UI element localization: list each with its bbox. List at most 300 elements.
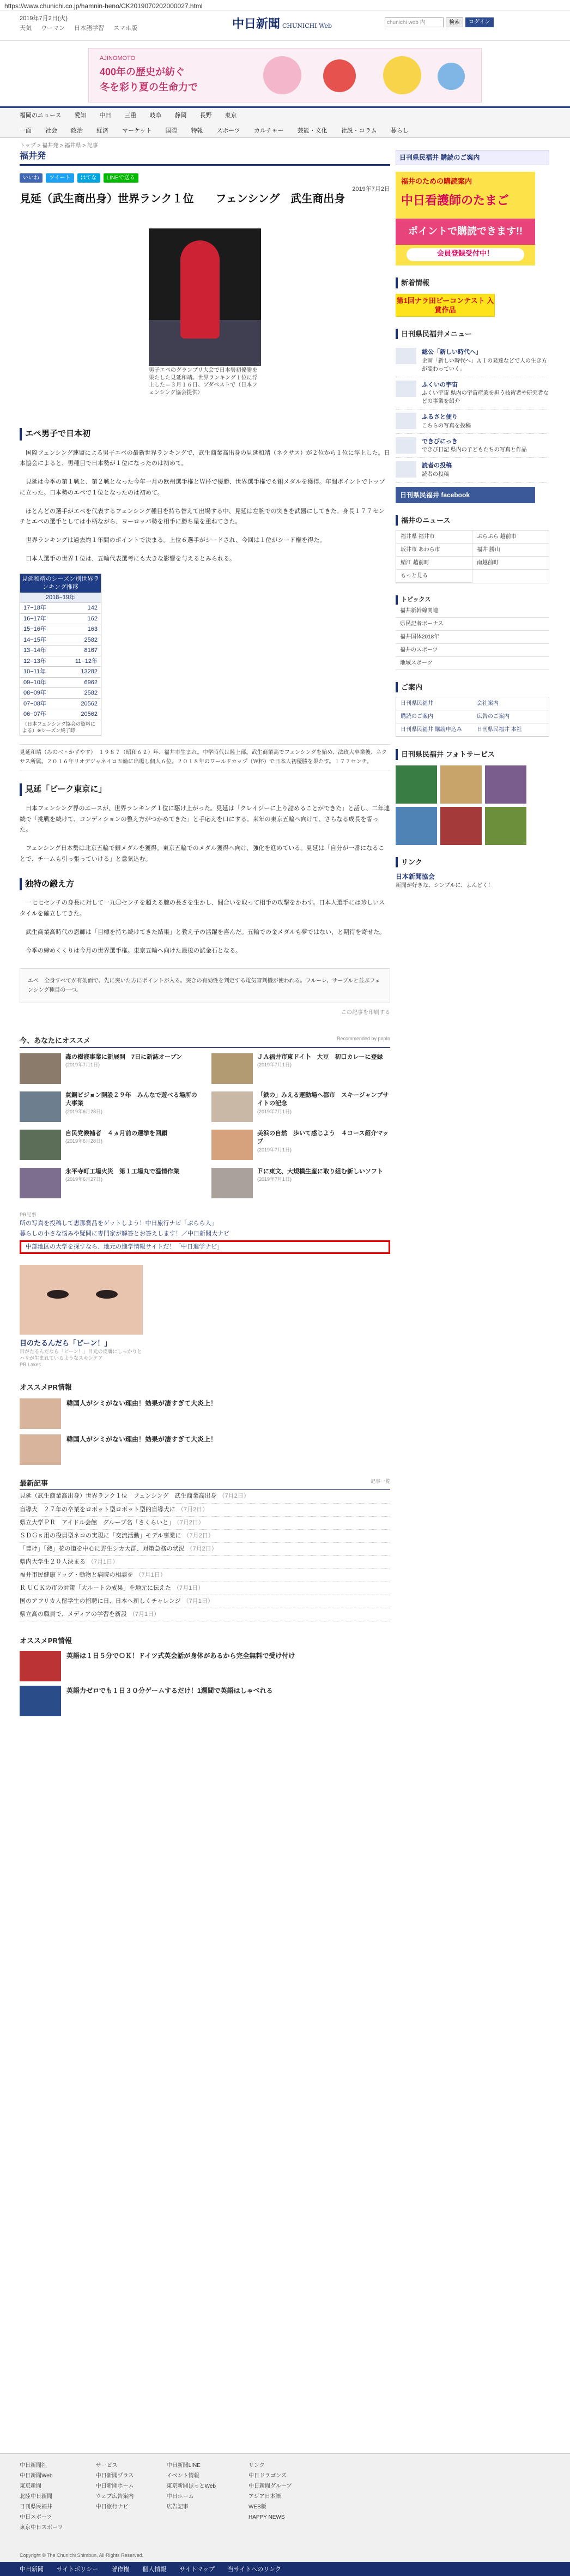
sidebar-menu-item[interactable]: [396, 409, 549, 434]
footer-link[interactable]: 東京新聞ほっとWeb: [166, 2483, 216, 2489]
recommend-date: (2019年7月1日): [257, 1108, 292, 1114]
latest-date: （7月1日）: [129, 1611, 160, 1618]
latest-title: 県内大学生２０人決まる: [20, 1558, 86, 1565]
table-season: 08−09年: [23, 690, 46, 697]
nav-item[interactable]: 国際: [165, 127, 178, 134]
recommend-text: [65, 1168, 179, 1200]
table-rank: 13282: [81, 668, 98, 675]
latest-item[interactable]: [20, 1556, 390, 1569]
header-date: 2019年7月2日(火): [20, 15, 68, 22]
recommend-grid: [20, 1053, 390, 1200]
table-rank: 11−12年: [75, 657, 98, 665]
table-season: 12−13年: [23, 657, 46, 665]
nav-item[interactable]: スポーツ: [216, 127, 241, 134]
footer-link[interactable]: 中日新聞ホーム: [95, 2483, 134, 2489]
footer-link[interactable]: 中日新聞社: [20, 2463, 47, 2469]
pr-item-title: 韓国人がシミがない理由！効果が凄すぎて大炎上！: [66, 1435, 217, 1443]
table-row: [20, 709, 101, 720]
latest-item[interactable]: [20, 1595, 390, 1608]
latest-date: （7月1日）: [183, 1598, 214, 1605]
article-photo[interactable]: [149, 228, 261, 366]
nav-item[interactable]: 経済: [96, 127, 108, 134]
photo-thumb[interactable]: [396, 765, 437, 804]
latest-date: （7月2日）: [178, 1506, 209, 1513]
latest-date: （7月1日）: [135, 1572, 166, 1578]
pr-thumb: [20, 1398, 61, 1429]
footer-link[interactable]: 中日新聞Web: [20, 2473, 53, 2479]
photo-thumb[interactable]: [485, 807, 526, 845]
nav-item[interactable]: 政治: [71, 127, 83, 134]
topic-link[interactable]: 福井新幹線関連: [396, 605, 549, 618]
latest-title: ＳＤＧｓ用の役員型ネコの実現に「交流活動」モデル事業に: [20, 1532, 181, 1539]
pr-item-title: 韓国人がシミがない理由！効果が凄すぎて大炎上！: [66, 1399, 217, 1407]
menu-desc: こちらの写真を投稿: [422, 423, 471, 429]
nav-item[interactable]: 社説・コラム: [341, 127, 377, 134]
latest-item[interactable]: [20, 1608, 390, 1621]
pr-item[interactable]: [20, 1651, 390, 1681]
paragraph: フェンシング日本勢は北京五輪で銀メダルを獲得。東京五輪でのメダル獲得へ向け、強化を進めている。見延は「自分が一番になることで、チームも引っ張っていける」と意気込む。: [20, 845, 385, 862]
recommend-title: 今、あなたにオススメ: [20, 1036, 90, 1045]
info-box: エペ 全身すべてが有効面で、先に突いた方にポイントが入る。突きの有効性を判定する電気審判機が使われる。フルーレ、サーブルと並ぶフェンシング種目の一つ。: [20, 968, 390, 1003]
login-button[interactable]: ログイン: [465, 17, 494, 27]
share-buttons: [20, 173, 390, 183]
footer-bar-link[interactable]: 中日新聞: [20, 2566, 44, 2573]
footer-link[interactable]: 東京新聞: [20, 2483, 41, 2489]
footer-link[interactable]: 北陸中日新聞: [20, 2494, 52, 2500]
latest-more-link[interactable]: 記事一覧: [370, 1478, 390, 1484]
paragraph: 今季の締めくくりは今月の世界選手権。東京五輪へ向けた最後の試金石となる。: [26, 947, 241, 954]
menu-desc: 企画「新しい時代へ」ＡＩの発達などで人の生き方が変わっていく。: [422, 358, 547, 372]
pr-header-2: オススメPR情報: [20, 1637, 72, 1645]
photo-caption: 男子エペのグランプリ大会で日本勢初優勝を果たした見延和靖。世界ランキング１位に浮上した＝３月１６日、ブダペストで（日本フェンシング協会提供）: [149, 367, 258, 396]
site: [0, 11, 570, 1694]
subheading-3: 独特の鍛え方: [20, 878, 390, 891]
table-season: 15−16年: [23, 626, 46, 633]
popin-credit[interactable]: Recommended by popIn: [336, 1036, 390, 1042]
footer-link[interactable]: 中日ホーム: [166, 2494, 194, 2500]
table-rank: 8167: [84, 647, 98, 654]
menu-icon: [396, 381, 416, 397]
recommend-item[interactable]: [211, 1053, 390, 1086]
table-rank: 162: [87, 615, 98, 622]
paragraph: 世界ランキングは過去約１年間のポイントで決まる。上位６選手がシードされ、今回は１位がシード権を得た。: [26, 537, 326, 544]
topic-link[interactable]: 県民記者ボーナス: [396, 618, 549, 631]
photo-thumb[interactable]: [485, 765, 526, 804]
recommend-thumb: [211, 1168, 253, 1198]
ranking-table: [20, 574, 101, 735]
guide-link[interactable]: 日刊県民福井 購読申込み: [396, 723, 472, 737]
news-link[interactable]: 福井 勝山: [472, 544, 549, 557]
footer-link[interactable]: 日刊県民福井: [20, 2504, 52, 2510]
menu-title: ふくいの宇宙: [422, 381, 458, 388]
pr-link[interactable]: 暮らしの小さな悩みや疑問に専門家が解答とお答えします！／中日新聞大ナビ: [20, 1230, 229, 1238]
copyright: Copyright © The Chunichi Shimbun, All Rights Reserved.: [20, 2553, 144, 2558]
guide-link[interactable]: 日刊県民福井: [396, 697, 472, 710]
table-rank: 20562: [81, 700, 98, 707]
table-season: 14−15年: [23, 636, 46, 643]
footer-column: [96, 2460, 134, 2533]
recommend-thumb: [211, 1130, 253, 1160]
banner-brand: AJINOMOTO: [100, 55, 136, 62]
table-rank: 20562: [81, 711, 98, 718]
photo-thumb[interactable]: [396, 807, 437, 845]
link-title: 日本新聞協会: [396, 873, 435, 880]
header: [0, 11, 570, 41]
table-row: [20, 624, 101, 635]
pr-link-highlighted[interactable]: 中部地区の大学を探すなら、地元の進学情報サイトだ！「中日進学ナビ」: [20, 1240, 390, 1254]
pr-thumb: [20, 1651, 61, 1681]
table-season: 13−14年: [23, 647, 46, 654]
recommend-title: 氣鋼ビジョン開設２９年 みんなで遊べる場所の大事業: [65, 1091, 197, 1107]
ad-eye: [96, 1290, 118, 1299]
footer-bar: [0, 2562, 570, 2576]
nav-item[interactable]: 一面: [20, 127, 32, 134]
recommend-title: ＪＡ福井市東ドイ卜 大豆 初口カレーに登録: [257, 1053, 383, 1060]
nav-item[interactable]: マーケット: [122, 127, 152, 134]
footer-link[interactable]: ウェブ広告案内: [95, 2494, 134, 2500]
recommend-date: (2019年6月28日): [65, 1138, 103, 1144]
recommend-item[interactable]: [20, 1130, 198, 1162]
paragraph: 一七七センチの身長に対して一九〇センチを超える腕の長さを生かし、間合いを取って相手の攻撃をかわす。日本人選手には珍しいスタイルを確立してきた。: [20, 900, 385, 918]
pr-thumb: [20, 1434, 61, 1465]
footer-link[interactable]: リンク: [248, 2463, 265, 2469]
sidebar-heading: 新着情報: [396, 277, 549, 288]
menu-text: [422, 437, 527, 455]
sidebar-ad[interactable]: [396, 172, 535, 266]
latest-header: [20, 1478, 390, 1491]
nav-item[interactable]: 芸能・文化: [297, 127, 328, 134]
nav-row-1: [0, 108, 570, 123]
footer-link[interactable]: 中日スポーツ: [20, 2514, 52, 2520]
nav-item[interactable]: カルチャー: [254, 127, 284, 134]
footer-bar-link[interactable]: 著作権: [111, 2566, 130, 2573]
nav-item[interactable]: 愛知: [74, 112, 87, 119]
sidebar-ad-big: 中日看護師のたまご: [401, 194, 510, 207]
nav-item[interactable]: 中日: [99, 112, 112, 119]
nav-item[interactable]: 特報: [191, 127, 203, 134]
sidebar-guide: [396, 697, 549, 737]
latest-item[interactable]: [20, 1490, 390, 1503]
footer-column: [167, 2460, 216, 2533]
footer-column: [248, 2460, 292, 2533]
news-link[interactable]: ぶらぶら 越前市: [472, 530, 549, 544]
pr-item[interactable]: [20, 1434, 390, 1465]
recommend-text: [257, 1168, 383, 1200]
photo-athlete: [180, 240, 220, 339]
sidebar-ad-pink: ポイントで購読できます!!: [396, 219, 535, 245]
footer-link[interactable]: 中日旅行ナビ: [95, 2504, 129, 2510]
latest-date: （7月2日）: [177, 1519, 204, 1526]
ad-title[interactable]: 目のたるんだら「ピーン！」: [20, 1338, 112, 1347]
table-season: 07−08年: [23, 700, 46, 707]
footer-bar-link[interactable]: 個人情報: [142, 2566, 167, 2573]
footer-link[interactable]: 中日ドラゴンズ: [248, 2473, 287, 2479]
table-rank: 6962: [84, 679, 98, 686]
footer-bar-link[interactable]: 当サイトへのリンク: [228, 2566, 282, 2573]
photo-thumb[interactable]: [440, 807, 482, 845]
sidebar-subscribe[interactable]: 日刊県民福井 購読のご案内: [396, 150, 549, 165]
table-row: [20, 677, 101, 688]
recommend-thumb: [211, 1091, 253, 1122]
news-link[interactable]: もっと見る: [396, 570, 472, 583]
hatena-button[interactable]: はてな: [77, 173, 100, 183]
recommend-text: [257, 1130, 390, 1162]
menu-icon: [396, 413, 416, 429]
banner-decor: [438, 63, 465, 90]
recommend-text: [65, 1130, 167, 1162]
recommend-title: 永平寺町工場火災 第１工場丸で温情作業: [65, 1168, 179, 1175]
latest-date: （7月2日）: [186, 1545, 217, 1552]
paragraph: 武生商業高時代の恩師は「目標を持ち続けてきた結果」と教え子の活躍を喜んだ。五輪での金メダルも夢ではない、と期待を寄せた。: [26, 928, 385, 936]
footer-column: [20, 2460, 63, 2533]
latest-item[interactable]: [20, 1530, 390, 1543]
footer: [0, 2453, 570, 2576]
banner-ad[interactable]: [88, 48, 482, 102]
menu-icon: [396, 461, 416, 478]
latest-date: （7月1日）: [88, 1558, 119, 1565]
footer-link[interactable]: 広告記事: [166, 2504, 189, 2510]
latest-title: 国のアフリカ人留学生の招聘に日、日本へ新しくチャレンジ: [20, 1598, 181, 1605]
recommend-date: (2019年7月1日): [257, 1147, 292, 1153]
nav-item[interactable]: 岐阜: [149, 112, 162, 119]
footer-link[interactable]: HAPPY NEWS: [248, 2514, 285, 2520]
paragraph: ほとんどの選手がエペを代表するフェンシング種目を持ち替えて出場する中、見延は左腕での突きを武器にしてきた。身長１７７センチとエペの選手としては小柄ながら、ヨーロッパ勢を相手に勝ち星を重ねてきた。: [20, 508, 385, 526]
footer-link[interactable]: サービス: [95, 2463, 118, 2469]
recommend-item[interactable]: [211, 1168, 390, 1200]
logo-text: 中日新聞: [232, 17, 281, 31]
nav-item[interactable]: 福岡のニュース: [20, 112, 62, 119]
table-title: 見延和靖のシーズン別世界ランキング推移: [20, 574, 101, 593]
recommend-date: (2019年7月1日): [65, 1062, 100, 1068]
sidebar-menu-item[interactable]: [396, 458, 549, 482]
guide-link[interactable]: 会社案内: [472, 697, 549, 710]
latest-title: 盲導犬 ２７年の卒業をロボット型ロボット型的盲導犬に: [20, 1506, 175, 1513]
table-note: （日本フェンシング協会の資料による）※シーズン終了時: [20, 720, 101, 735]
subheading-2: 見延「ピーク東京に」: [20, 783, 390, 796]
topic-link[interactable]: 福井国体2018年: [396, 631, 549, 644]
nav-item[interactable]: 東京: [225, 112, 237, 119]
recommend-thumb: [211, 1053, 253, 1084]
topic-link[interactable]: 地域スポーツ: [396, 657, 549, 670]
latest-title: 最新記事: [20, 1479, 48, 1487]
pr-link[interactable]: 所の写真を投稿して恵那賞品をゲットしよう！中日旅行ナビ「ぶらら人」: [20, 1220, 217, 1227]
table-row: [20, 687, 101, 698]
footer-bar-link[interactable]: サイトポリシー: [57, 2566, 99, 2573]
recommend-date: (2019年6月28日): [65, 1108, 103, 1114]
table-season: 17−18年: [23, 605, 46, 612]
pr-header: オススメPR情報: [20, 1383, 72, 1392]
latest-title: Ｒ ＵＣＫの市の対策「大ルートの成果」を地元に伝えた: [20, 1585, 172, 1592]
footer-link[interactable]: イベント情報: [166, 2473, 199, 2479]
sidebar-ad-button: 会員登録受付中！: [407, 248, 524, 261]
menu-text: [422, 348, 549, 373]
search-area: [385, 17, 494, 27]
article-column: [20, 150, 390, 1716]
facebook-banner[interactable]: 日刊県民福井 facebook: [396, 487, 535, 503]
nav-row-2: [0, 123, 570, 138]
footer-link[interactable]: アジア日本語: [248, 2494, 281, 2500]
photo-thumb[interactable]: [440, 765, 482, 804]
sidebar-menu-item[interactable]: [396, 345, 549, 377]
pr-item-title: 英語は１日５分でＯＫ！ドイツ式英会話が身体があるから完全無料で受け付け: [66, 1651, 295, 1660]
footer-link[interactable]: 中日新聞LINE: [166, 2463, 201, 2469]
sidebar-heading: 日刊県民福井 フォトサービス: [396, 749, 549, 760]
sidebar: [396, 150, 549, 890]
menu-title: ふるさと便り: [422, 414, 458, 420]
sidebar-menu-item[interactable]: [396, 377, 549, 410]
menu-desc: ふくい宇宙 県内の宇宙産業を担う技術者や研究者などの事業を紹介: [422, 390, 549, 405]
latest-title: 県立大学ＰＲ アイドル会館 グループ名「さくらいと」: [20, 1519, 175, 1526]
latest-title: 「豊け」「熱」花の道を中心に野生シカ大群、対策急務の状況: [20, 1545, 185, 1552]
ad-text: 目がたるんだなら「ピーン！」目元の皮膚にしっかりとハリが生まれているようなスキンケア: [20, 1349, 142, 1361]
nav-item[interactable]: 長野: [199, 112, 212, 119]
banner-decor: [383, 56, 421, 94]
nav-item[interactable]: 静岡: [174, 112, 187, 119]
nav-item[interactable]: 社会: [45, 127, 57, 134]
news-link[interactable]: 福井県 福井市: [396, 530, 472, 544]
sidebar-heading: ご案内: [396, 682, 549, 693]
footer-link[interactable]: WEB版: [248, 2504, 266, 2510]
table-rank: 2582: [84, 690, 98, 697]
sidebar-news-links: [396, 530, 549, 583]
latest-item[interactable]: [20, 1569, 390, 1582]
breadcrumb[interactable]: トップ > 福井発 > 福井県 > 記事: [20, 143, 98, 149]
header-link[interactable]: ウーマン: [41, 25, 65, 32]
recommend-header: [20, 1035, 390, 1048]
pr-item-title: 英語力ゼロでも１日３０分ゲームするだけ！1週間で英語はしゃべれる: [66, 1686, 273, 1694]
guide-link[interactable]: 購読のご案内: [396, 710, 472, 723]
footer-link[interactable]: 東京中日スポーツ: [20, 2525, 63, 2531]
table-rank: 2582: [84, 636, 98, 643]
recommend-item[interactable]: [20, 1053, 198, 1086]
site-logo[interactable]: [232, 15, 332, 33]
headline: 見延（武生商出身）世界ランク１位 フェンシング 武生商出身: [20, 193, 345, 205]
menu-icon: [396, 437, 416, 454]
link-box[interactable]: [396, 872, 549, 890]
news-link[interactable]: 鯖江 越前町: [396, 557, 472, 570]
search-input[interactable]: chunichi web 内: [385, 17, 444, 27]
ad-eye: [47, 1290, 69, 1299]
print-link[interactable]: この記事を印刷する: [341, 1010, 390, 1016]
latest-item[interactable]: [20, 1582, 390, 1595]
search-button[interactable]: 検索: [446, 17, 463, 27]
table-row: [20, 613, 101, 624]
sidebar-topics: [396, 605, 549, 670]
menu-title: 総公「新しい時代へ」: [422, 349, 482, 355]
pr-thumb: [20, 1686, 61, 1716]
tweet-button[interactable]: ツイート: [46, 173, 74, 183]
nav-item[interactable]: 三重: [124, 112, 137, 119]
paragraph: 見延は今季の第１戦と、第２戦となった今年一月の欧州選手権とＷ杯で優勝、世界選手権でも銅メダルを獲得。年間ポイントでトップに立った。日本勢のエペで１位となったのは初めて。: [20, 479, 385, 496]
news-link[interactable]: 南越前町: [472, 557, 549, 570]
photo-grid: [396, 765, 549, 845]
news-link[interactable]: 坂井市 あわら市: [396, 544, 472, 557]
address-bar[interactable]: https://www.chunichi.co.jp/hamnin-heno/CK2019070202000027.html: [0, 0, 570, 11]
guide-link[interactable]: 日刊県民福井 本社: [472, 723, 549, 737]
recommend-item[interactable]: [20, 1168, 198, 1200]
recommend-item[interactable]: [211, 1091, 390, 1124]
topic-link[interactable]: 福井のスポーツ: [396, 644, 549, 657]
sidebar-heading: リンク: [396, 857, 549, 868]
table-row: [20, 698, 101, 709]
table-row: [20, 602, 101, 613]
menu-title: できびにっき: [422, 438, 458, 445]
pr-item[interactable]: [20, 1686, 390, 1716]
sidebar-menu-item[interactable]: [396, 434, 549, 459]
recommend-thumb: [20, 1091, 61, 1122]
menu-icon: [396, 348, 416, 364]
footer-link[interactable]: 中日新聞グループ: [248, 2483, 292, 2489]
recommend-title: 森の樹液事業に新展開 7日に新誌オープン: [65, 1053, 183, 1060]
recommend-date: (2019年7月1日): [257, 1177, 292, 1183]
paragraph: 日本人選手の世界１位は、五輪代表選考にも大きな影響を与えるとみられる。: [26, 556, 235, 563]
recommend-text: [257, 1053, 383, 1086]
banner-decor: [263, 56, 301, 94]
sidebar-heading: 日刊県民福井メニュー: [396, 329, 549, 340]
recommend-thumb: [20, 1168, 61, 1198]
pr-list: [20, 1211, 390, 1254]
pr-label: PR記事: [20, 1211, 37, 1217]
nav-item[interactable]: 暮らし: [390, 127, 409, 134]
footer-bar-link[interactable]: サイトマップ: [179, 2566, 215, 2573]
latest-list: [20, 1490, 390, 1621]
sidebar-heading: トピックス: [396, 595, 549, 605]
line-button[interactable]: LINEで送る: [104, 173, 138, 183]
profile-box: 見延和靖（みのべ・かずやす） １９８７（昭和６２）年、福井市生まれ。中学時代は陸上部。武生商業高でフェンシングを始め、法政大卒業後、ネクサス所属。２０１６年リオデジャネイロ五輪に出場し個人６位。２０１８年のワールドカップ（Ｗ杯）で日本人初優勝を果たす。１７７センチ。: [20, 744, 390, 770]
contest-banner[interactable]: 第1回ナラ田ピーコンテスト 入賞作品: [396, 294, 495, 317]
menu-desc: できび日記 県内の子どもたちの写真と作品: [422, 447, 527, 453]
header-link[interactable]: 日本語学習: [74, 25, 105, 32]
recommend-item[interactable]: [211, 1130, 390, 1162]
sidebar-heading: 福井のニュース: [396, 515, 549, 526]
table-row: [20, 645, 101, 656]
header-links: [20, 24, 145, 33]
recommend-text: [65, 1053, 182, 1086]
link-sub: 新聞が好きな、シンプルに、よんどく！: [396, 883, 494, 889]
paragraph: 国際フェンシング連盟による男子エペの最新世界ランキングで、武生商業高出身の見延和靖（ネクサス）が２位から１位に浮上した。日本協会によると、男種目で日本勢が１位になったのは初めて。: [20, 449, 390, 467]
banner-line-2: 冬を彩り夏の生命力で: [100, 82, 198, 93]
header-link[interactable]: 天気: [20, 25, 32, 32]
recommend-thumb: [20, 1130, 61, 1160]
table-body: [20, 602, 101, 720]
table-season: 06−07年: [23, 711, 46, 718]
like-button[interactable]: いいね: [20, 173, 43, 183]
recommend-thumb: [20, 1053, 61, 1084]
pr-item[interactable]: [20, 1398, 390, 1429]
recommend-title: 「鉄の」みえる運動場へ都市 スキージャンプサイトの記念: [257, 1091, 389, 1107]
recommend-title: 美浜の自然 歩いて感じよう ４コース紹介マップ: [257, 1130, 389, 1145]
global-nav: [0, 106, 570, 138]
table-row: [20, 666, 101, 677]
header-link[interactable]: スマホ版: [113, 25, 137, 32]
logo-sub: CHUNICHI Web: [282, 22, 332, 29]
recommend-date: (2019年6月27日): [65, 1177, 103, 1183]
recommend-item[interactable]: [20, 1091, 198, 1124]
latest-date: （7月2日）: [183, 1532, 214, 1539]
guide-link[interactable]: 広告のご案内: [472, 710, 549, 723]
latest-item[interactable]: [20, 1517, 390, 1530]
latest-item[interactable]: [20, 1504, 390, 1517]
recommend-text: [65, 1091, 198, 1124]
recommend-text: [257, 1091, 390, 1124]
table-rank: 142: [87, 605, 98, 612]
latest-title: 福井市民健康ドッグ・動物と病院の相談を: [20, 1572, 134, 1578]
footer-link[interactable]: 中日新聞プラス: [95, 2473, 134, 2479]
latest-item[interactable]: [20, 1543, 390, 1556]
ad-image[interactable]: [20, 1265, 143, 1335]
table-season: 10−11年: [23, 668, 46, 675]
menu-text: [422, 461, 452, 479]
